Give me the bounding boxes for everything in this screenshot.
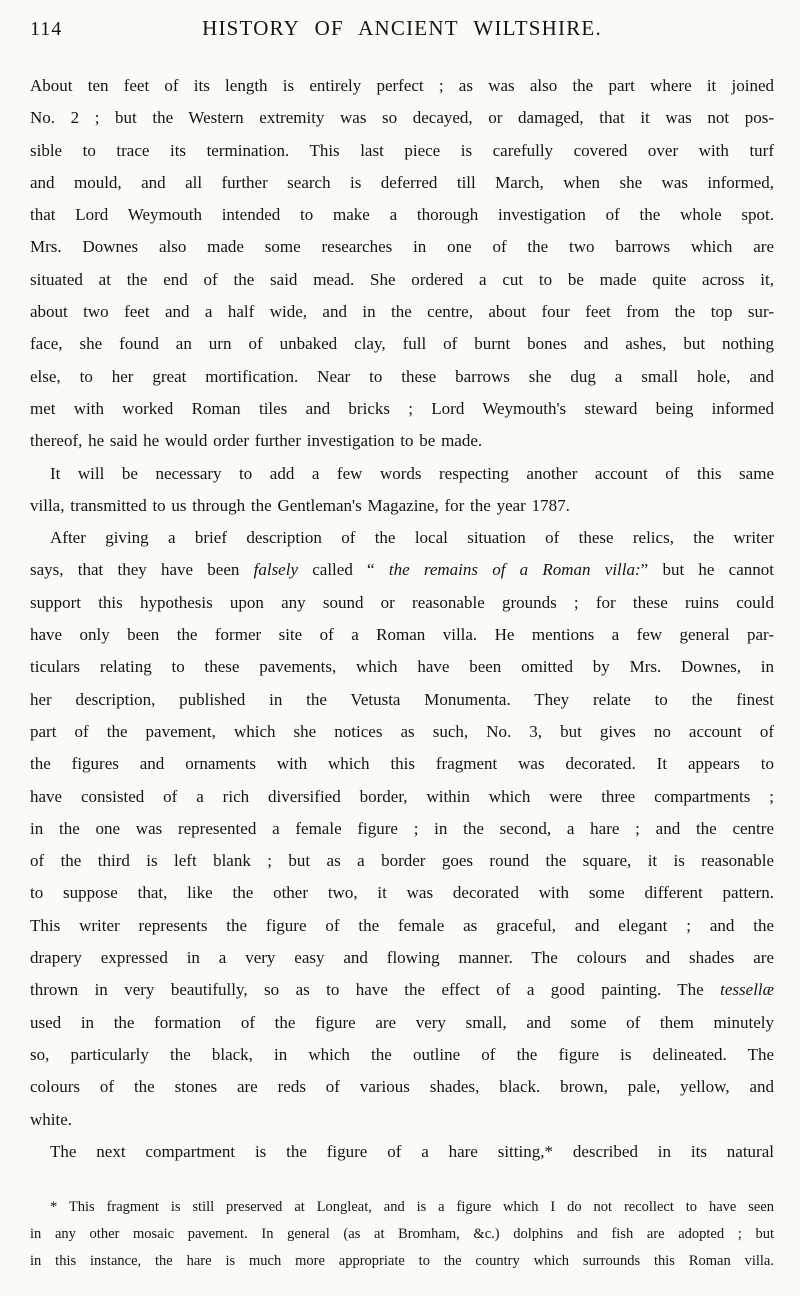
text-line: [30, 813, 774, 845]
text-line: [30, 974, 774, 1006]
text-segment: colours of the stones are reds of various shades, black. brown, pale, yellow, and: [30, 1077, 774, 1097]
text-segment: about two feet and a half wide, and in the centre, about four feet from the top sur-: [30, 302, 774, 322]
text-line: [30, 619, 774, 651]
text-segment: to suppose that, like the other two, it was decorated with some different pattern.: [30, 883, 774, 903]
text-line: [30, 70, 774, 102]
text-segment: so, particularly the black, in which the outline of the figure is delineated. The: [30, 1044, 774, 1064]
text-segment: in this instance, the hare is much more appropriate to the country which surrounds this Roman villa.: [30, 1253, 774, 1270]
text-line: [30, 1039, 774, 1071]
text-segment: situated at the end of the said mead. She ordered a cut to be made quite across it,: [30, 269, 774, 289]
text-line: [30, 1007, 774, 1039]
text-line: [30, 781, 774, 813]
text-line: [30, 167, 774, 199]
text-segment: * This fragment is still preserved at Longleat, and is a figure which I do not recollect to have seen: [50, 1199, 774, 1216]
text-line: [30, 199, 774, 231]
text-segment: villa, transmitted to us through the Gentleman's Magazine, for the year 1787.: [30, 495, 570, 515]
running-title: HISTORY OF ANCIENT WILTSHIRE.: [202, 16, 602, 40]
text-segment: It will be necessary to add a few words respecting another account of this same: [50, 463, 774, 483]
text-segment: About ten feet of its length is entirely perfect ; as was also the part where it joined: [30, 76, 774, 95]
page-header: [30, 16, 774, 46]
text-line: [30, 587, 774, 619]
text-segment: thereof, he said he would order further investigation to be made.: [30, 431, 483, 451]
text-line: [30, 1104, 774, 1136]
text-segment: After giving a brief description of the local situation of these relics, the writer: [50, 528, 774, 548]
text-segment: her description, published in the Vetusta Monumenta. They relate to the finest: [30, 689, 774, 709]
text-segment: the figures and ornaments with which this fragment was decorated. It appears to: [30, 754, 774, 774]
text-segment: thrown in very beautifully, so as to have the effect of a good painting. The: [30, 980, 721, 1000]
text-line: [30, 748, 774, 780]
text-segment: This writer represents the figure of the female as graceful, and elegant ; and the: [30, 915, 774, 935]
text-line: [30, 1194, 774, 1221]
text-segment: in the one was represented a female figure ; in the second, a hare ; and the centre: [30, 818, 774, 838]
text-segment: used in the formation of the figure are very small, and some of them minutely: [30, 1012, 774, 1032]
text-line: [30, 1071, 774, 1103]
text-line: [30, 1136, 774, 1168]
text-line: [30, 554, 774, 586]
text-line: [30, 716, 774, 748]
text-segment: ticulars relating to these pavements, which have been omitted by Mrs. Downes, in: [30, 657, 774, 677]
text-segment: and mould, and all further search is deferred till March, when she was informed,: [30, 172, 774, 192]
text-line: [30, 231, 774, 263]
text-line: [30, 522, 774, 554]
text-line: [30, 328, 774, 360]
text-segment: met with worked Roman tiles and bricks ; Lord Weymouth's steward being informed: [30, 398, 774, 418]
text-segment: ” but he cannot: [640, 560, 774, 580]
text-line: [30, 942, 774, 974]
text-segment: in any other mosaic pavement. In general (as at Bromham, &c.) dolphins and fish are adopted ; but: [30, 1226, 774, 1243]
text-line: [30, 1221, 774, 1248]
text-line: [30, 684, 774, 716]
text-line: [30, 845, 774, 877]
text-line: [30, 877, 774, 909]
text-line: [30, 425, 774, 457]
text-segment: that Lord Weymouth intended to make a thorough investigation of the whole spot.: [30, 205, 774, 225]
footnote: [30, 1194, 774, 1275]
text-line: [30, 135, 774, 167]
text-segment: of the third is left blank ; but as a border goes round the square, it is reasonable: [30, 851, 774, 871]
text-segment: drapery expressed in a very easy and flowing manner. The colours and shades are: [30, 948, 774, 968]
text-line: [30, 910, 774, 942]
text-segment: face, she found an urn of unbaked clay, full of burnt bones and ashes, but nothing: [30, 334, 774, 354]
text-segment: part of the pavement, which she notices as such, No. 3, but gives no account of: [30, 721, 774, 741]
body-text: [30, 70, 774, 1168]
text-segment: else, to her great mortification. Near to these barrows she dug a small hole, and: [30, 366, 774, 386]
text-line: [30, 296, 774, 328]
text-segment: white.: [30, 1109, 73, 1129]
italic-text: tessellæ: [720, 980, 774, 1000]
text-segment: says, that they have been: [30, 560, 254, 580]
text-line: [30, 264, 774, 296]
text-segment: Mrs. Downes also made some researches in one of the two barrows which are: [30, 237, 774, 257]
text-line: [30, 1248, 774, 1275]
page-number: 114: [30, 18, 63, 40]
text-segment: called “: [298, 560, 389, 580]
text-segment: The next compartment is the figure of a hare sitting,* described in its natural: [50, 1141, 774, 1161]
text-segment: sible to trace its termination. This last piece is carefully covered over with turf: [30, 140, 774, 160]
italic-text: the remains of a Roman villa:: [388, 560, 641, 580]
text-line: [30, 102, 774, 134]
italic-text: falsely: [253, 560, 299, 580]
text-line: [30, 393, 774, 425]
text-segment: support this hypothesis upon any sound or reasonable grounds ; for these ruins could: [30, 592, 774, 612]
text-line: [30, 490, 774, 522]
text-line: [30, 361, 774, 393]
text-line: [30, 458, 774, 490]
text-segment: have only been the former site of a Roman villa. He mentions a few general par-: [30, 625, 774, 645]
text-line: [30, 651, 774, 683]
text-segment: have consisted of a rich diversified border, within which were three compartments ;: [30, 786, 774, 806]
text-segment: No. 2 ; but the Western extremity was so decayed, or damaged, that it was not pos-: [30, 108, 774, 128]
